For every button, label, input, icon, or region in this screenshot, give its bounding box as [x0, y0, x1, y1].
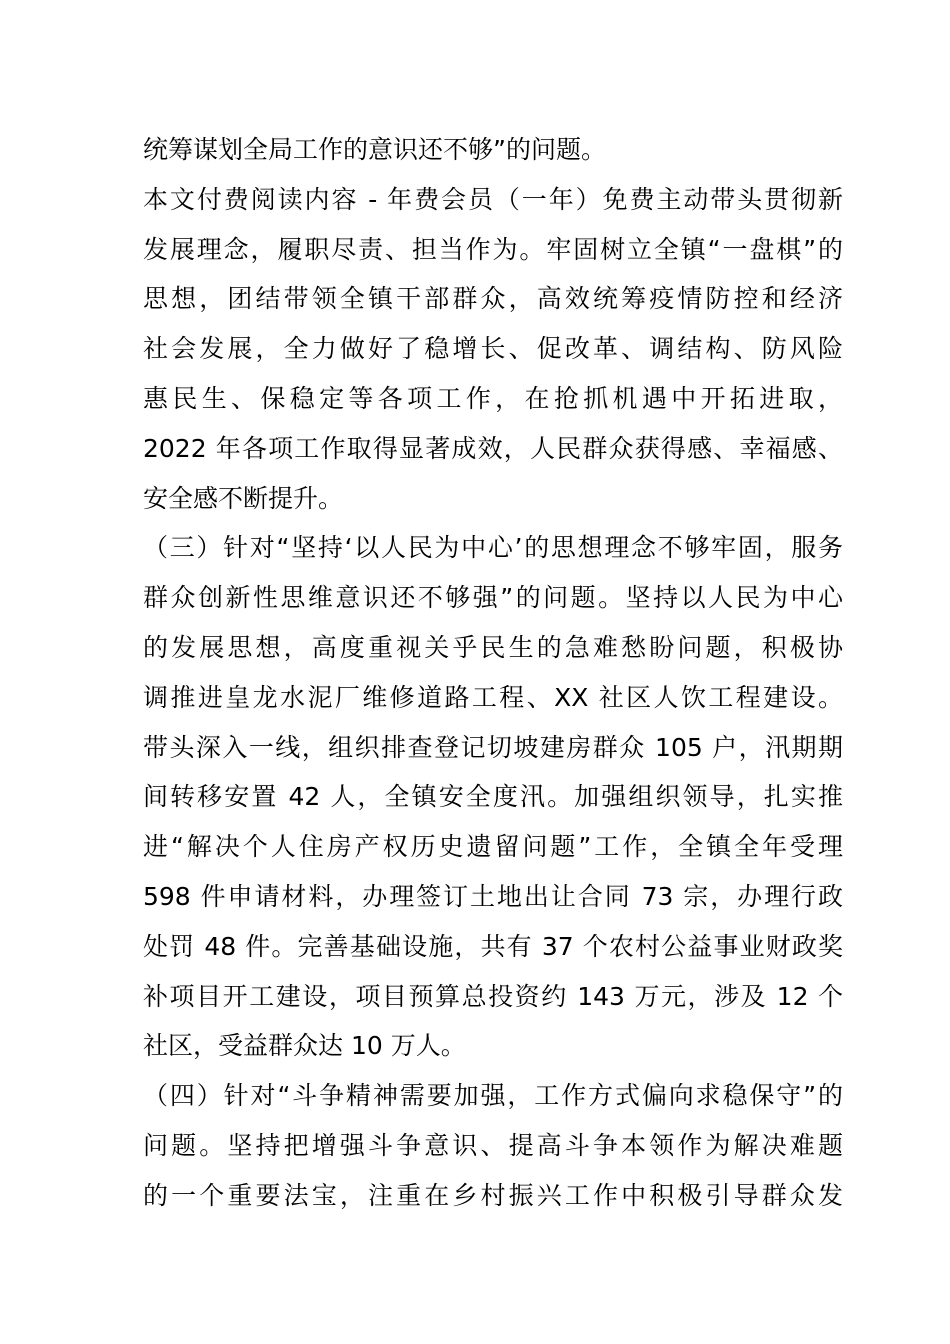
text-line: 统筹谋划全局工作的意识还不够”的问题。	[143, 135, 606, 164]
text-line: 安全感不断提升。	[143, 483, 344, 513]
text-line: 思想，团结带领全镇干部群众，高效统筹疫情防控和经济	[143, 284, 843, 314]
text-line: 发展理念，履职尽责、担当作为。牢固树立全镇“一盘棋”的	[143, 234, 843, 264]
text-line: 间转移安置 42 人，全镇安全度汛。加强组织领导，扎实推	[143, 782, 843, 812]
text-line: 的一个重要法宝，注重在乡村振兴工作中积极引导群众发	[143, 1180, 843, 1210]
text-line: 社区，受益群众达 10 万人。	[143, 1031, 466, 1061]
text-line: 补项目开工建设，项目预算总投资约 143 万元，涉及 12 个	[143, 981, 843, 1011]
text-line: 本文付费阅读内容 - 年费会员（一年）免费主动带头贯彻新	[143, 184, 843, 214]
text-line: （四）针对“斗争精神需要加强，工作方式偏向求稳保守”的	[143, 1081, 843, 1111]
text-line: 进“解决个人住房产权历史遗留问题”工作，全镇全年受理	[143, 832, 843, 862]
document-body	[143, 125, 843, 1221]
text-line: 惠民生、保稳定等各项工作，在抢抓机遇中开拓进取，	[143, 383, 843, 413]
text-line: 处罚 48 件。完善基础设施，共有 37 个农村公益事业财政奖	[143, 931, 843, 961]
text-line: 调推进皇龙水泥厂维修道路工程、XX 社区人饮工程建设。	[143, 682, 843, 712]
text-line: 2022 年各项工作取得显著成效，人民群众获得感、幸福感、	[143, 433, 843, 463]
text-line: 598 件申请材料，办理签订土地出让合同 73 宗，办理行政	[143, 881, 843, 911]
text-line: 社会发展，全力做好了稳增长、促改革、调结构、防风险	[143, 334, 843, 364]
text-line: 带头深入一线，组织排查登记切坡建房群众 105 户，汛期期	[143, 732, 843, 762]
text-line: 群众创新性思维意识还不够强”的问题。坚持以人民为中心	[143, 583, 843, 613]
text-line: （三）针对“坚持‘以人民为中心’的思想理念不够牢固，服务	[143, 533, 843, 563]
text-line: 的发展思想，高度重视关乎民生的急难愁盼问题，积极协	[143, 632, 843, 662]
text-line: 问题。坚持把增强斗争意识、提高斗争本领作为解决难题	[143, 1130, 843, 1160]
